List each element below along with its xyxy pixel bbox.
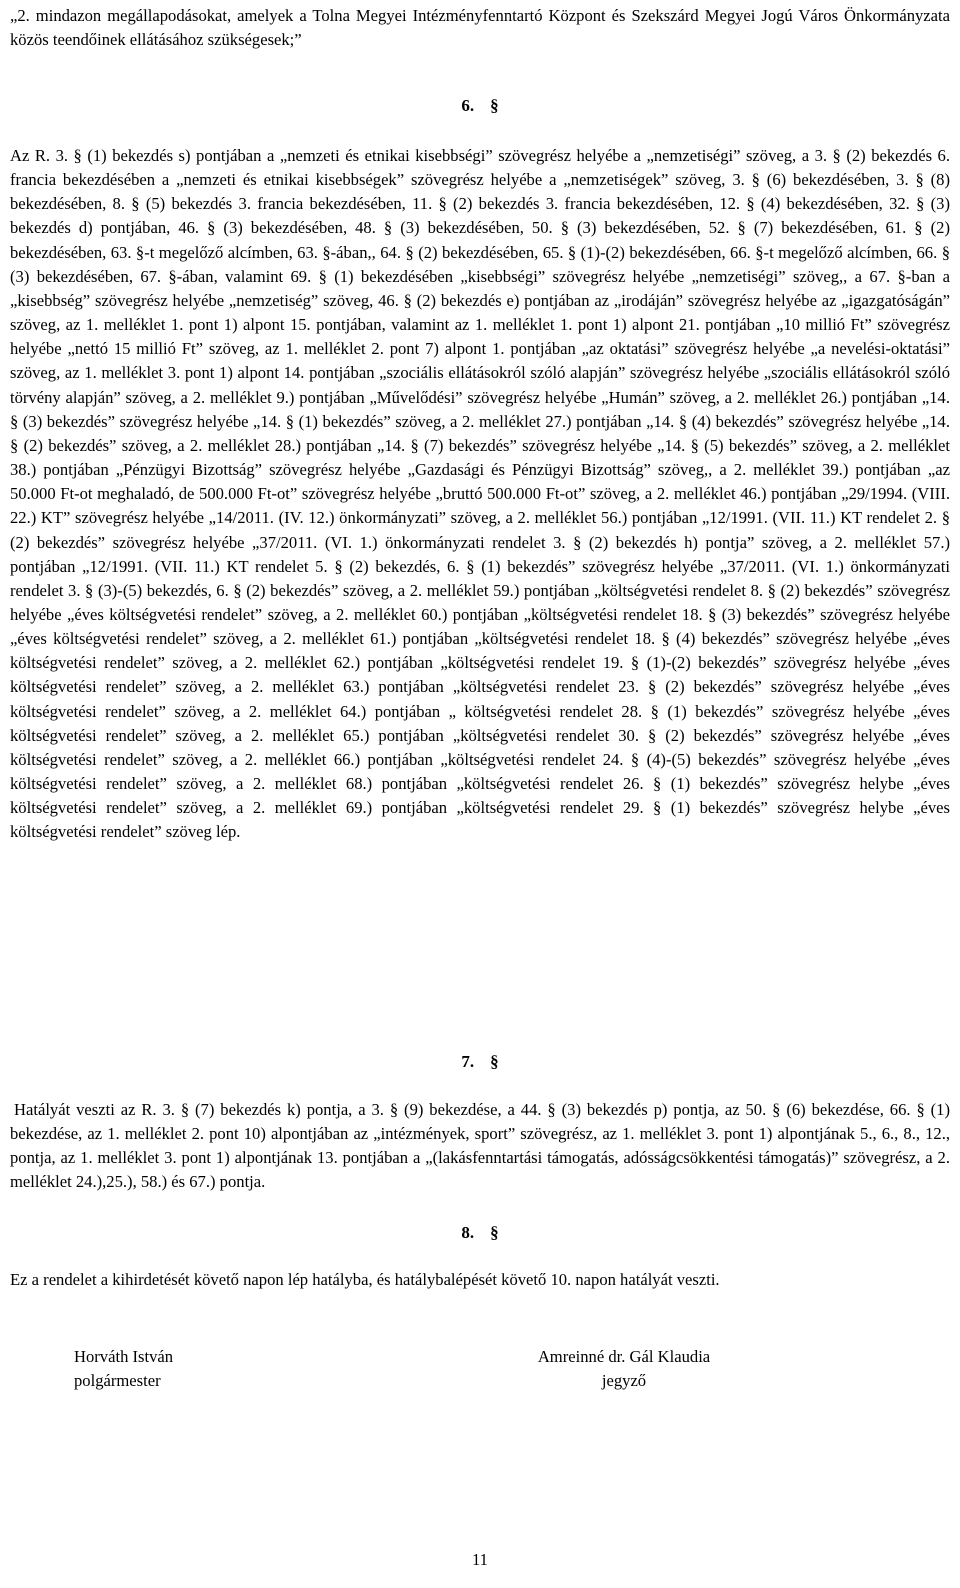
mayor-title: polgármester <box>74 1371 161 1390</box>
intro-paragraph: „2. mindazon megállapodásokat, amelyek a Tolna Megyei Intézményfenntartó Központ és Szekszárd Megyei Jogú Város Önkormányzata közös teendőinek ellátásához szükségesek;” <box>10 6 950 50</box>
section-8-heading <box>0 1221 960 1245</box>
section-6-heading <box>0 94 960 118</box>
mayor-name: Horváth István <box>74 1347 174 1366</box>
section-6-paragraph: Az R. 3. § (1) bekezdés s) pontjában a „nemzeti és etnikai kisebbségi” szövegrész helyébe a „nemzetiségi” szöveg, a 3. § (2) bekezdés 6. francia bekezdésében a „nemzeti és etnikai kisebbségek” szövegrész helyébe a „nemzetiségek” szöveg, 3. § (6) bekezdésében, 3. § (8) bekezdésében, 8. § (5) bekezdés 3. francia bekezdésében, 11. § (2) bekezdés 3. francia bekezdésében, 12. § (4) bekezdésében, 32. § (3) bekezdés d) pontjában, 46. § (3) bekezdésében, 48. § (3) bekezdésében, 50. § (3) bekezdésében, 52. § (7) bekezdésében, 61. § (2) bekezdésében, 63. §-t megelőző alcímben, 63. §-ában,, 64. § (2) bekezdésében, 65. § (1)-(2) bekezdésében, 66. §-t megelőző alcímben, 66. § (3) bekezdésében, 67. §-ában, valamint 69. § (1) bekezdésében „kisebbségi” szövegrész helyébe „nemzetiségi” szöveg,, a 67. §-ban a „kisebbség” szövegrész helyébe „nemzetiség” szöveg, 46. § (2) bekezdés e) pontjában az „irodáján” szövegrész helyébe az „igazgatóságán” szöveg, az 1. melléklet 1. pont 1) alpont 15. pontjában, valamint az 1. melléklet 1. pont 1) alpont 21. pontjában „10 millió Ft” szövegrész helyébe „nettó 15 millió Ft” szöveg, az 1. melléklet 2. pont 7) alpont 1. pontjában „az oktatási” szövegrész helyébe „a nevelési-oktatási” szöveg, az 1. melléklet 3. pont 1) alpont 14. pontjában „szociális ellátásokról szóló alapján” szövegrész helyébe „szociális ellátásokról szóló törvény alapján” szöveg, a 2. melléklet 9.) pontjában „Művelődési” szövegrész helyébe „Humán” szöveg, a 2. melléklet 26.) pontjában „14. § (3) bekezdés” szövegrész helyébe „14. § (1) bekezdés” szöveg, a 2. melléklet 27.) pontjában „14. § (4) bekezdés” szövegrész helyébe „14. § (2) bekezdés” szöveg, a 2. melléklet 28.) pontjában „14. § (7) bekezdés” szövegrész helyébe „14. § (5) bekezdés” szöveg, a 2. melléklet 38.) pontjában „Pénzügyi Bizottság” szövegrész helyébe „Gazdasági és Pénzügyi Bizottság” szöveg,, a 2. melléklet 39.) pontjában „az 50.000 Ft-ot meghaladó, de 500.000 Ft-ot” szövegrész helyébe „bruttó 500.000 Ft-ot” szöveg, a 2. melléklet 46.) pontjában „29/1994. (VIII. 22.) KT” szövegrész helyébe „14/2011. (IV. 12.) önkormányzati” szöveg, a 2. melléklet 56.) pontjában „12/1991. (VII. 11.) KT rendelet 2. § (2) bekezdés” szövegrész helyébe „37/2011. (VI. 1.) önkormányzati rendelet 3. § (2) bekezdés h) pontja” szöveg, a 2. melléklet 57.) pontjában „12/1991. (VII. 11.) KT rendelet 5. § (2) bekezdés, 6. § (1) bekezdés” szövegrész helyébe „37/2011. (VI. 1.) önkormányzati rendelet 3. § (3)-(5) bekezdés, 6. § (2) bekezdés” szöveg, a 2. melléklet 59.) pontjában „költségvetési rendelet 8. § (2) bekezdés” szövegrész helyébe „éves költségvetési rendelet” szöveg, a 2. melléklet 60.) pontjában „költségvetési rendelet 18. § (3) bekezdés” szövegrész helyébe „éves költségvetési rendelet” szöveg, a 2. melléklet 61.) pontjában „költségvetési rendelet 18. § (4) bekezdés” szövegrész helyébe „éves költségvetési rendelet” szöveg, a 2. melléklet 62.) pontjában „költségvetési rendelet 19. § (1)-(2) bekezdés” szövegrész helyébe „éves költségvetési rendelet” szöveg, a 2. melléklet 63.) pontjában „költségvetési rendelet 23. § (2) bekezdés” szövegrész helyébe „éves költségvetési rendelet” szöveg, a 2. melléklet 64.) pontjában „ költségvetési rendelet 28. § (1) bekezdés” szövegrész helyébe „éves költségvetési rendelet” szöveg, a 2. melléklet 65.) pontjában „költségvetési rendelet 30. § (2) bekezdés” szövegrész helyébe „éves költségvetési rendelet” szöveg, a 2. melléklet 66.) pontjában „költségvetési rendelet 24. § (4)-(5) bekezdés” szövegrész helyébe „éves költségvetési rendelet” szöveg, a 2. melléklet 68.) pontjában „költségvetési rendelet 26. § (1) bekezdés” szövegrész helybe „éves költségvetési rendelet” szöveg, a 2. melléklet 69.) pontjában „költségvetési rendelet 29. § (1) bekezdés” szövegrész helybe „éves költségvetési rendelet” szöveg lép. <box>10 146 950 842</box>
section-7-sign: § <box>490 1052 499 1071</box>
section-8-paragraph: Ez a rendelet a kihirdetését követő napon lép hatályba, és hatálybalépését követő 10. napon hatályát veszti. <box>10 1270 720 1289</box>
section-7-heading <box>0 1050 960 1074</box>
page-number: 11 <box>472 1550 488 1569</box>
section-6-number: 6. <box>461 96 475 115</box>
section-7-paragraph: Hatályát veszti az R. 3. § (7) bekezdés k) pontja, a 3. § (9) bekezdése, a 44. § (3) bekezdés p) pontja, az 50. § (6) bekezdése, 66. § (1) bekezdése, az 1. melléklet 2. pont 10) alpontjában az „intézmények, sport” szövegrész, az 1. melléklet 3. pont 1) alpontjának 5., 6., 8., 12., pontja, az 1. melléklet 3. pont 1) alpontjának 13. pontjában a „(lakásfenntartási támogatás, adósságcsökkentési támogatás)” szövegrész, a 2. melléklet 24.),25.), 58.) és 67.) pontja. <box>10 1100 950 1192</box>
section-6-sign: § <box>490 96 499 115</box>
notary-name: Amreinné dr. Gál Klaudia <box>537 1347 711 1366</box>
section-8-number: 8. <box>461 1223 475 1242</box>
notary-signature <box>516 1345 732 1393</box>
section-7-number: 7. <box>461 1052 475 1071</box>
mayor-signature <box>74 1345 173 1393</box>
notary-title: jegyző <box>601 1371 647 1390</box>
section-8-sign: § <box>490 1223 499 1242</box>
